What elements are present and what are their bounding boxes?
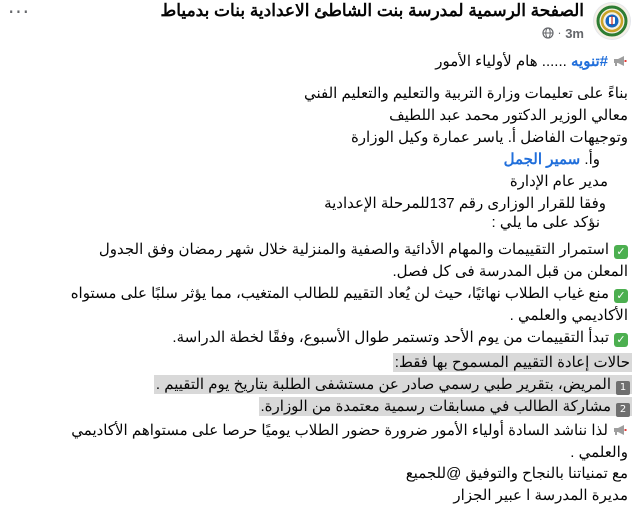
bullet-text: منع غياب الطلاب نهائيًا، حيث لن يُعاد التقييم للطالب المتغيب، مما يؤثر سلبًا على مستواه [70,285,609,302]
check-mark-icon: ✓ [614,245,628,259]
bullet-text: استمرار التقييمات والمهام الأدائية والصفية والمنزلية خلال شهر رمضان وفق الجدول [98,241,609,258]
closing-text: لذا نناشد السادة أولياء الأمور ضرورة حضور الطلاب يوميًا حرصا على مستواهم الأكاديمي [71,422,608,439]
cases-heading [393,353,632,371]
page-title[interactable]: الصفحة الرسمية لمدرسة بنت الشاطئ الاعدادية بنات بدمياط [160,1,584,20]
text-line: نؤكد على ما يلي : [491,214,600,231]
hashtag-link[interactable]: #تنويه [570,53,608,70]
globe-icon[interactable] [542,27,554,39]
signature-line: مديرة المدرسة ا عبير الجزار [453,487,628,504]
check-mark-icon: ✓ [614,333,628,347]
alert-text: ...... هام لأولياء الأمور [435,53,571,70]
bullet-item [99,240,628,259]
closing-line [71,421,628,439]
page-avatar[interactable] [594,3,630,39]
more-horizontal-icon: ··· [7,0,31,24]
bullet-continuation: المعلن من قبل المدرسة فى كل فصل. [392,263,628,280]
text-line: بناءً على تعليمات وزارة التربية والتعليم والتعليم الفني [303,85,628,102]
text-line: وتوجيهات الفاضل أ. ياسر عمارة وكيل الوزارة [350,129,628,146]
case-highlight [154,375,632,394]
case-item [259,397,633,417]
mention-link[interactable]: سمير الجمل [503,151,581,168]
case-text: المريض، بتقرير طبي رسمي صادر عن مستشفى الطلبة بتاريخ يوم التقييم . [155,376,611,393]
case-item [154,375,632,395]
check-mark-icon: ✓ [614,289,628,303]
bullet-item [172,328,628,347]
school-logo-icon [594,3,630,39]
text-line: معالي الوزير الدكتور محمد عبد اللطيف [389,107,628,124]
wishes-line: مع تمنياتنا بالنجاح والتوفيق @للجميع [405,465,628,482]
more-options-button[interactable] [6,0,32,26]
text-prefix: وأ. [580,151,600,168]
post-timestamp[interactable]: 3m [565,25,584,41]
case-highlight [259,397,633,416]
text-line [504,150,600,168]
number-one-icon: 1 [616,381,630,395]
megaphone-icon [612,55,628,67]
case-text: مشاركة الطالب في مسابقات رسمية معتمدة من الوزارة. [260,398,611,415]
number-two-icon: 2 [616,403,630,417]
megaphone-icon [612,424,628,436]
text-line: مدير عام الإدارة [509,173,608,190]
bullet-continuation: الأكاديمي والعلمي . [509,307,628,324]
meta-separator: · [557,26,562,40]
bullet-item [71,284,628,303]
post-meta [542,25,584,41]
closing-continuation: والعلمي . [570,444,628,461]
bullet-text: تبدأ التقييمات من يوم الأحد وتستمر طوال الأسبوع، وفقًا لخطة الدراسة. [172,329,609,346]
post-header [0,0,640,46]
alert-line [435,52,628,70]
text-line: وفقا للقرار الوزارى رقم 137للمرحلة الإعدادية [324,195,606,212]
cases-heading-text: حالات إعادة التقييم المسموح بها فقط: [394,354,630,371]
